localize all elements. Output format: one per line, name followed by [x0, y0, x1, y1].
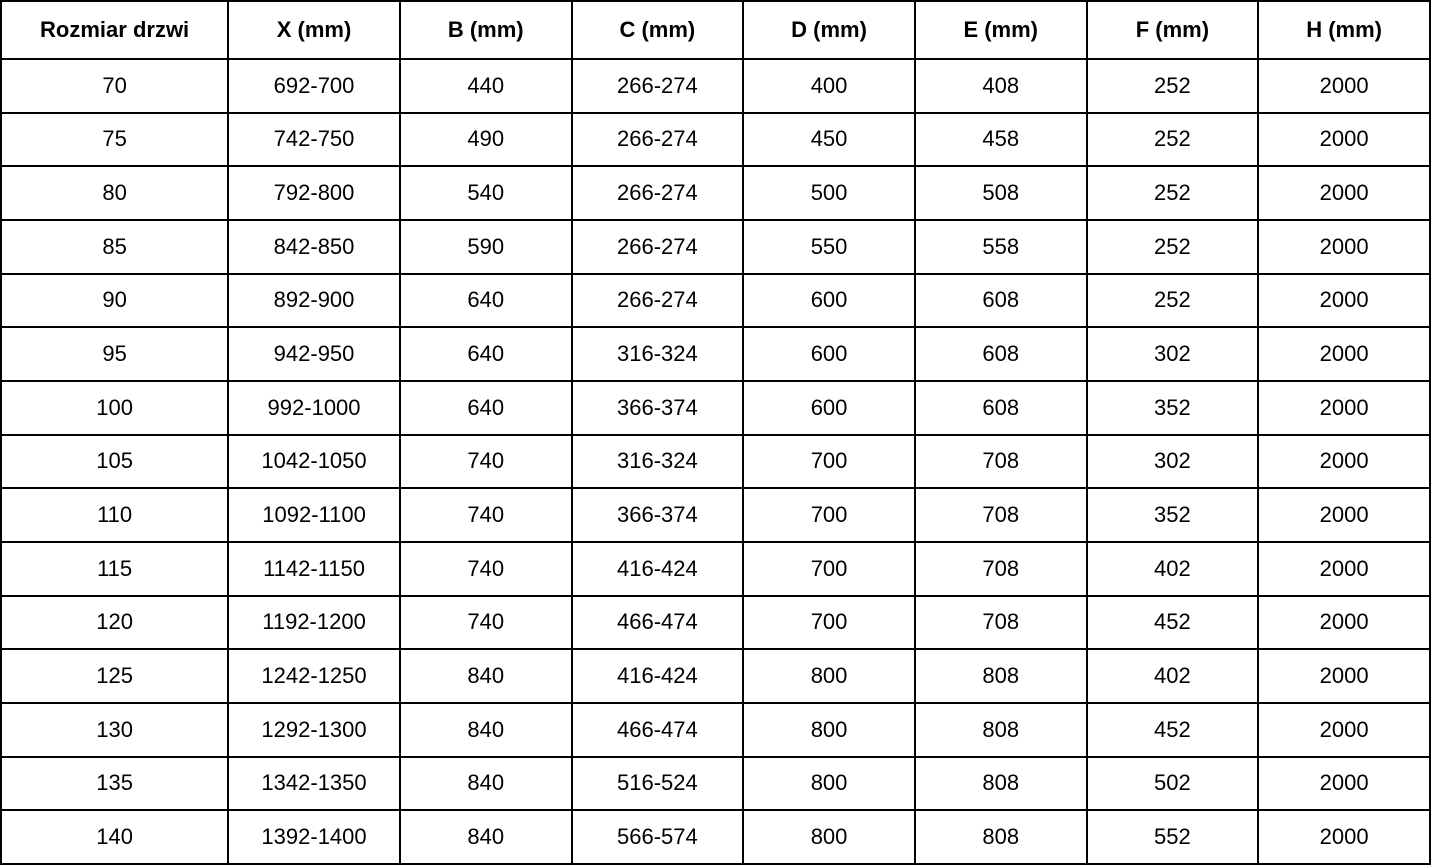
table-cell: 1142-1150 — [228, 542, 400, 596]
table-cell: 840 — [400, 703, 572, 757]
table-cell: 458 — [915, 113, 1087, 167]
table-row — [1, 220, 1430, 274]
table-cell: 740 — [400, 435, 572, 489]
table-cell: 100 — [1, 381, 228, 435]
table-cell: 1342-1350 — [228, 757, 400, 811]
table-cell: 266-274 — [572, 274, 744, 328]
table-cell: 2000 — [1258, 274, 1430, 328]
table-cell: 808 — [915, 810, 1087, 864]
column-header: Rozmiar drzwi — [1, 1, 228, 59]
table-cell: 140 — [1, 810, 228, 864]
table-cell: 1242-1250 — [228, 649, 400, 703]
table-cell: 566-574 — [572, 810, 744, 864]
table-cell: 942-950 — [228, 327, 400, 381]
table-cell: 692-700 — [228, 59, 400, 113]
table-cell: 452 — [1087, 703, 1259, 757]
table-cell: 558 — [915, 220, 1087, 274]
table-cell: 640 — [400, 274, 572, 328]
column-header: H (mm) — [1258, 1, 1430, 59]
table-row — [1, 757, 1430, 811]
table-cell: 708 — [915, 435, 1087, 489]
table-cell: 2000 — [1258, 59, 1430, 113]
table-cell: 2000 — [1258, 703, 1430, 757]
table-cell: 800 — [743, 703, 915, 757]
table-cell: 416-424 — [572, 649, 744, 703]
table-row — [1, 327, 1430, 381]
table-cell: 808 — [915, 649, 1087, 703]
table-cell: 1292-1300 — [228, 703, 400, 757]
table-cell: 452 — [1087, 596, 1259, 650]
table-cell: 550 — [743, 220, 915, 274]
table-row — [1, 381, 1430, 435]
table-cell: 1092-1100 — [228, 488, 400, 542]
table-cell: 590 — [400, 220, 572, 274]
table-cell: 740 — [400, 596, 572, 650]
table-cell: 1392-1400 — [228, 810, 400, 864]
table-cell: 700 — [743, 435, 915, 489]
table-cell: 608 — [915, 274, 1087, 328]
table-cell: 640 — [400, 327, 572, 381]
table-cell: 800 — [743, 649, 915, 703]
table-cell: 740 — [400, 542, 572, 596]
table-cell: 252 — [1087, 166, 1259, 220]
table-cell: 2000 — [1258, 381, 1430, 435]
table-cell: 90 — [1, 274, 228, 328]
table-cell: 366-374 — [572, 381, 744, 435]
table-row — [1, 274, 1430, 328]
column-header: C (mm) — [572, 1, 744, 59]
table-cell: 416-424 — [572, 542, 744, 596]
table-cell: 266-274 — [572, 59, 744, 113]
table-row — [1, 703, 1430, 757]
column-header: F (mm) — [1087, 1, 1259, 59]
table-cell: 792-800 — [228, 166, 400, 220]
table-cell: 700 — [743, 596, 915, 650]
table-cell: 466-474 — [572, 703, 744, 757]
table-cell: 600 — [743, 274, 915, 328]
table-cell: 70 — [1, 59, 228, 113]
table-row — [1, 810, 1430, 864]
table-cell: 352 — [1087, 381, 1259, 435]
header-row — [1, 1, 1430, 59]
table-cell: 840 — [400, 757, 572, 811]
table-cell: 252 — [1087, 220, 1259, 274]
table-cell: 540 — [400, 166, 572, 220]
table-row — [1, 542, 1430, 596]
table-row — [1, 59, 1430, 113]
table-cell: 992-1000 — [228, 381, 400, 435]
table-cell: 466-474 — [572, 596, 744, 650]
table-row — [1, 488, 1430, 542]
table-cell: 842-850 — [228, 220, 400, 274]
table-cell: 95 — [1, 327, 228, 381]
table-cell: 800 — [743, 810, 915, 864]
table-cell: 402 — [1087, 542, 1259, 596]
table-cell: 640 — [400, 381, 572, 435]
table-cell: 2000 — [1258, 220, 1430, 274]
table-cell: 135 — [1, 757, 228, 811]
table-cell: 400 — [743, 59, 915, 113]
table-cell: 2000 — [1258, 649, 1430, 703]
table-cell: 120 — [1, 596, 228, 650]
table-cell: 402 — [1087, 649, 1259, 703]
table-cell: 502 — [1087, 757, 1259, 811]
table-cell: 708 — [915, 596, 1087, 650]
column-header: B (mm) — [400, 1, 572, 59]
table-cell: 808 — [915, 703, 1087, 757]
table-cell: 352 — [1087, 488, 1259, 542]
table-cell: 130 — [1, 703, 228, 757]
table-cell: 840 — [400, 649, 572, 703]
table-cell: 266-274 — [572, 220, 744, 274]
table-cell: 552 — [1087, 810, 1259, 864]
table-cell: 2000 — [1258, 757, 1430, 811]
table-cell: 316-324 — [572, 435, 744, 489]
table-cell: 840 — [400, 810, 572, 864]
table-cell: 2000 — [1258, 488, 1430, 542]
table-cell: 490 — [400, 113, 572, 167]
table-row — [1, 113, 1430, 167]
table-cell: 80 — [1, 166, 228, 220]
table-cell: 600 — [743, 327, 915, 381]
column-header: D (mm) — [743, 1, 915, 59]
table-cell: 700 — [743, 542, 915, 596]
table-cell: 2000 — [1258, 166, 1430, 220]
table-cell: 708 — [915, 488, 1087, 542]
table-row — [1, 649, 1430, 703]
table-cell: 110 — [1, 488, 228, 542]
table-cell: 1042-1050 — [228, 435, 400, 489]
table-cell: 252 — [1087, 113, 1259, 167]
column-header: E (mm) — [915, 1, 1087, 59]
table-cell: 408 — [915, 59, 1087, 113]
table-cell: 608 — [915, 381, 1087, 435]
table-cell: 366-374 — [572, 488, 744, 542]
table-cell: 105 — [1, 435, 228, 489]
table-header — [1, 1, 1430, 59]
table-cell: 2000 — [1258, 113, 1430, 167]
table-cell: 2000 — [1258, 810, 1430, 864]
table-cell: 708 — [915, 542, 1087, 596]
table-row — [1, 596, 1430, 650]
table-cell: 2000 — [1258, 435, 1430, 489]
table-cell: 800 — [743, 757, 915, 811]
table-cell: 266-274 — [572, 113, 744, 167]
table-cell: 115 — [1, 542, 228, 596]
table-cell: 85 — [1, 220, 228, 274]
table-cell: 700 — [743, 488, 915, 542]
table-row — [1, 435, 1430, 489]
table-cell: 892-900 — [228, 274, 400, 328]
table-cell: 608 — [915, 327, 1087, 381]
table-cell: 252 — [1087, 274, 1259, 328]
table-cell: 316-324 — [572, 327, 744, 381]
table-cell: 450 — [743, 113, 915, 167]
table-body — [1, 59, 1430, 864]
table-cell: 2000 — [1258, 542, 1430, 596]
table-cell: 740 — [400, 488, 572, 542]
table-cell: 2000 — [1258, 327, 1430, 381]
table-cell: 516-524 — [572, 757, 744, 811]
table-cell: 75 — [1, 113, 228, 167]
column-header: X (mm) — [228, 1, 400, 59]
table-cell: 808 — [915, 757, 1087, 811]
table-cell: 600 — [743, 381, 915, 435]
table-cell: 125 — [1, 649, 228, 703]
table-cell: 742-750 — [228, 113, 400, 167]
table-cell: 440 — [400, 59, 572, 113]
table-cell: 266-274 — [572, 166, 744, 220]
table-row — [1, 166, 1430, 220]
table-cell: 508 — [915, 166, 1087, 220]
table-cell: 302 — [1087, 435, 1259, 489]
table-cell: 1192-1200 — [228, 596, 400, 650]
table-cell: 302 — [1087, 327, 1259, 381]
table-cell: 500 — [743, 166, 915, 220]
table-cell: 252 — [1087, 59, 1259, 113]
table-cell: 2000 — [1258, 596, 1430, 650]
